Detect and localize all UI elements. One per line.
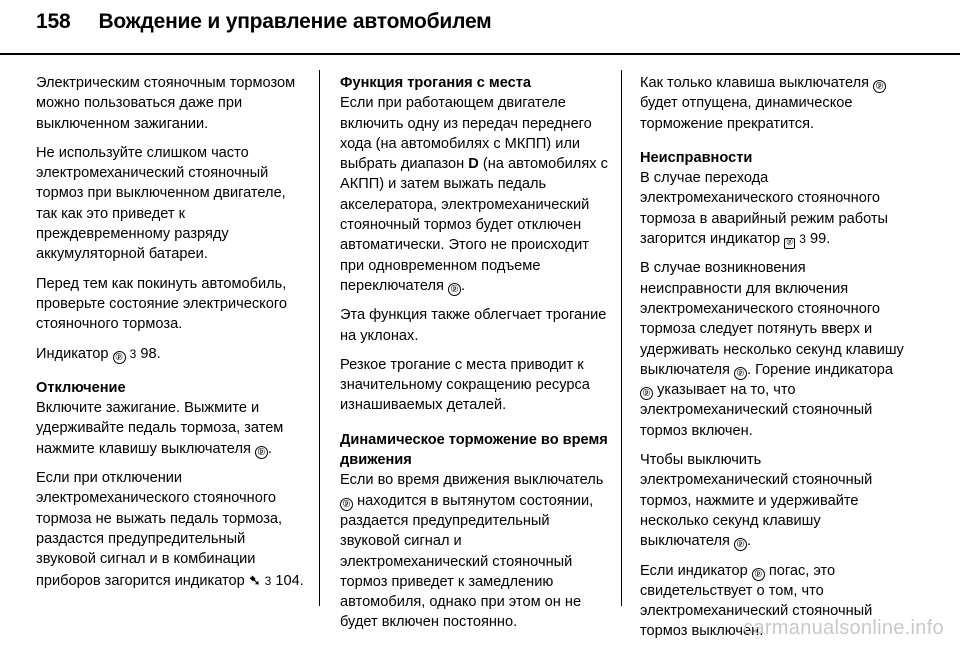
header-rule (0, 53, 960, 55)
paragraph: Если индикатор ⓟ погас, это свидетельствует о том, что электромеханический стояночный тормоз выключен. (640, 562, 873, 640)
parking-brake-switch-icon: ⓟ (448, 283, 461, 296)
parking-brake-switch-icon: ⓟ (734, 367, 747, 380)
page-number: 158 (36, 10, 71, 33)
watermark: carmanualsonline.info (743, 617, 944, 639)
page-reference-arrow-icon: 3 (264, 573, 272, 588)
column-3 (640, 73, 910, 651)
section-heading-faults: Неисправности (640, 149, 753, 166)
page-header (36, 10, 492, 50)
parking-brake-indicator-icon: ⓟ (640, 387, 653, 400)
paragraph: Индикатор ⓟ 3 98. (36, 345, 161, 362)
paragraph: Чтобы выключить электромеханический стояночный тормоз, нажмите и удерживайте несколько секунд клавишу выключателя ⓟ . (640, 452, 873, 550)
chapter-title: Вождение и управление автомобилем (98, 10, 492, 33)
paragraph: Резкое трогание с места приводит к значительному сокращению ресурса изнашиваемых деталей. (340, 356, 590, 414)
section-heading-start-function: Функция трогания с места (340, 75, 532, 91)
section-heading-dynamic-braking: Динамическое торможение во время движения (340, 431, 608, 469)
parking-brake-indicator-icon: ⓟ (113, 351, 126, 364)
column-divider (621, 70, 622, 606)
paragraph: Если при отключении электромеханического стояночного тормоза не выжать педаль тормоза, раздастся предупредительный звуковой сигнал и в комбинации приборов загорится индикатор ➷ 3 104. (36, 470, 304, 589)
fault-indicator-icon: ⓟ (784, 238, 795, 249)
drive-range-letter: D (468, 156, 479, 173)
paragraph: Если при работающем двигателе включить одну из передач переднего хода (на автомобилях с МКПП) или выбрать диапазон D (на автомобилях с АКПП) и затем выжать педаль акселератора, электромеханический стояночный тормоз будет отключен автоматически. Этого не происходит при одновременном подъеме переключателя ⓟ . (340, 95, 608, 294)
paragraph: Если во время движения выключатель ⓟ находится в вытянутом состоянии, раздается предупредительный звуковой сигнал и электромеханический стояночный тормоз приведет к замедлению автомобиля, однако при этом он не будет включен постоянно. (340, 472, 604, 631)
parking-brake-switch-icon: ⓟ (873, 80, 886, 93)
column-divider (319, 70, 320, 606)
paragraph: Эта функция также облегчает трогание на уклонах. (340, 307, 607, 344)
column-2 (340, 73, 610, 642)
paragraph: В случае перехода электромеханического стояночного тормоза в аварийный режим работы загорится индикатор ⓟ 3 99. (640, 170, 889, 248)
section-heading-off: Отключение (36, 379, 126, 396)
paragraph: Включите зажигание. Выжмите и удерживайте педаль тормоза, затем нажмите клавишу выключателя ⓟ . (36, 400, 284, 457)
parking-brake-indicator-icon: ⓟ (752, 568, 765, 581)
page-reference-arrow-icon: 3 (129, 346, 137, 361)
skid-warning-icon: ➷ (248, 571, 261, 588)
parking-brake-switch-icon: ⓟ (255, 446, 268, 459)
paragraph: Не используйте слишком часто электромеханический стояночный тормоз при выключенном двигателе, так как это приведет к преждевременному разряду аккумуляторной батареи. (36, 144, 286, 263)
page-reference-arrow-icon: 3 (799, 232, 806, 247)
column-1 (36, 73, 306, 600)
paragraph: Электрическим стояночным тормозом можно пользоваться даже при выключенном зажигании. (36, 75, 296, 132)
parking-brake-switch-icon: ⓟ (734, 538, 747, 551)
paragraph: Как только клавиша выключателя ⓟ будет отпущена, динамическое торможение прекратится. (640, 73, 910, 134)
parking-brake-switch-icon: ⓟ (340, 498, 353, 511)
paragraph: В случае возникновения неисправности для включения электромеханического стояночного тормоза следует потянуть вверх и удерживать несколько секунд клавишу выключателя ⓟ . Горение индикатора ⓟ указывает на то, что электромеханический стояночный тормоз включен. (640, 260, 904, 439)
paragraph: Перед тем как покинуть автомобиль, проверьте состояние электрического стояночного тормоза. (36, 275, 287, 333)
